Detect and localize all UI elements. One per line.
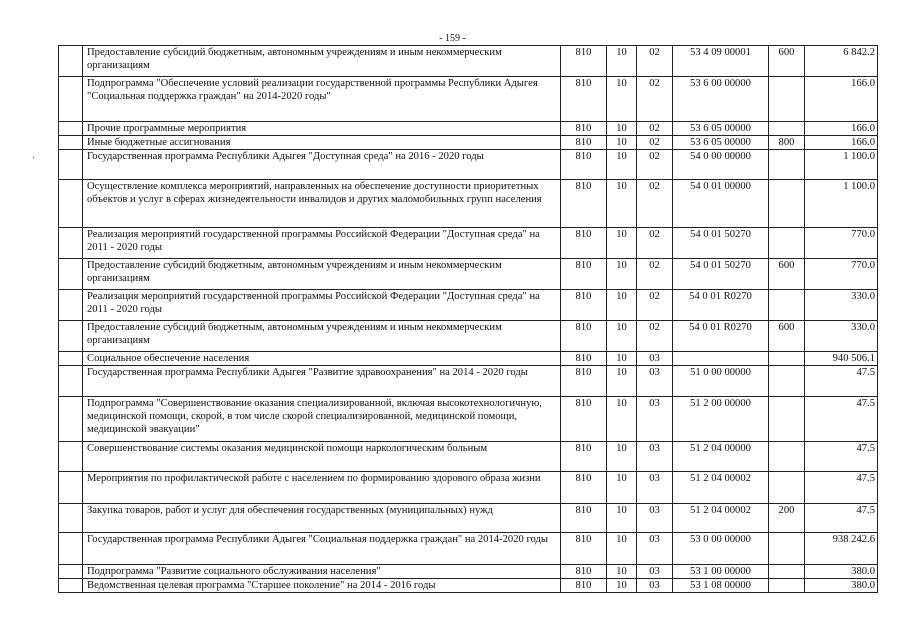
ministry-code-cell: 810 [561,180,607,228]
amount-cell: 770.0 [805,259,878,290]
target-item-cell: 53 0 00 00000 [673,533,769,565]
subsection-code-cell: 03 [637,397,673,442]
table-row [59,228,878,259]
target-item-cell: 53 1 08 00000 [673,579,769,593]
target-item-cell: 54 0 01 00000 [673,180,769,228]
ministry-code-cell: 810 [561,46,607,77]
section-code-cell: 10 [607,565,637,579]
section-code-cell: 10 [607,352,637,366]
amount-cell: 166.0 [805,136,878,150]
row-stub-cell [59,442,83,472]
subsection-code-cell: 02 [637,77,673,122]
section-code-cell: 10 [607,122,637,136]
row-name-cell: Подпрограмма "Обеспечение условий реализации государственной программы Республики Адыгея "Социальная поддержка граждан" на 2014-2020 годы" [83,77,561,122]
table-row [59,136,878,150]
row-stub-cell [59,290,83,321]
section-code-cell: 10 [607,150,637,180]
subsection-code-cell: 03 [637,366,673,397]
amount-cell: 47.5 [805,442,878,472]
section-code-cell: 10 [607,442,637,472]
table-row [59,180,878,228]
subsection-code-cell: 03 [637,352,673,366]
subsection-code-cell: 03 [637,504,673,533]
subsection-code-cell: 02 [637,46,673,77]
expense-type-cell: 600 [769,46,805,77]
section-code-cell: 10 [607,228,637,259]
ministry-code-cell: 810 [561,366,607,397]
section-code-cell: 10 [607,77,637,122]
expense-type-cell [769,290,805,321]
row-stub-cell [59,180,83,228]
amount-cell: 330.0 [805,321,878,352]
row-name-cell: Реализация мероприятий государственной программы Российской Федерации "Доступная среда" на 2011 - 2020 годы [83,228,561,259]
section-code-cell: 10 [607,533,637,565]
subsection-code-cell: 02 [637,290,673,321]
table-row [59,533,878,565]
subsection-code-cell: 02 [637,259,673,290]
subsection-code-cell: 03 [637,442,673,472]
target-item-cell: 53 4 09 00001 [673,46,769,77]
amount-cell: 1 100.0 [805,180,878,228]
row-name-cell: Предоставление субсидий бюджетным, автономным учреждениям и иным некоммерческим организациям [83,321,561,352]
row-stub-cell [59,259,83,290]
subsection-code-cell: 02 [637,180,673,228]
expense-type-cell: 600 [769,321,805,352]
row-name-cell: Прочие программные мероприятия [83,122,561,136]
target-item-cell: 53 6 05 00000 [673,122,769,136]
table-row [59,352,878,366]
row-stub-cell [59,366,83,397]
amount-cell: 47.5 [805,504,878,533]
target-item-cell [673,352,769,366]
subsection-code-cell: 02 [637,150,673,180]
row-name-cell: Мероприятия по профилактической работе с населением по формированию здорового образа жизни [83,472,561,504]
row-name-cell: Подпрограмма "Совершенствование оказания специализированной, включая высокотехнологичную, медицинской помощи, скорой, в том числе скорой специализированной, медицинской помощи, медицинской эвакуации" [83,397,561,442]
ministry-code-cell: 810 [561,122,607,136]
expense-type-cell: 200 [769,504,805,533]
table-row [59,366,878,397]
margin-mark: · [32,153,36,164]
target-item-cell: 54 0 01 50270 [673,259,769,290]
row-name-cell: Предоставление субсидий бюджетным, автономным учреждениям и иным некоммерческим организациям [83,259,561,290]
target-item-cell: 51 2 04 00002 [673,504,769,533]
row-stub-cell [59,472,83,504]
table-row [59,565,878,579]
table-row [59,259,878,290]
row-stub-cell [59,579,83,593]
expense-type-cell: 600 [769,259,805,290]
amount-cell: 166.0 [805,77,878,122]
row-name-cell: Государственная программа Республики Адыгея "Развитие здравоохранения" на 2014 - 2020 годы [83,366,561,397]
table-row [59,321,878,352]
amount-cell: 6 842.2 [805,46,878,77]
ministry-code-cell: 810 [561,77,607,122]
amount-cell: 938 242.6 [805,533,878,565]
ministry-code-cell: 810 [561,504,607,533]
subsection-code-cell: 02 [637,136,673,150]
row-name-cell: Ведомственная целевая программа "Старшее поколение" на 2014 - 2016 годы [83,579,561,593]
table-row [59,472,878,504]
subsection-code-cell: 03 [637,579,673,593]
row-stub-cell [59,504,83,533]
subsection-code-cell: 02 [637,321,673,352]
section-code-cell: 10 [607,504,637,533]
row-name-cell: Подпрограмма "Развитие социального обслуживания населения" [83,565,561,579]
ministry-code-cell: 810 [561,136,607,150]
ministry-code-cell: 810 [561,352,607,366]
expense-type-cell [769,122,805,136]
expense-type-cell [769,77,805,122]
amount-cell: 1 100.0 [805,150,878,180]
table-row [59,150,878,180]
target-item-cell: 51 2 00 00000 [673,397,769,442]
row-name-cell: Иные бюджетные ассигнования [83,136,561,150]
table-row [59,290,878,321]
target-item-cell: 51 2 04 00000 [673,442,769,472]
subsection-code-cell: 03 [637,472,673,504]
target-item-cell: 54 0 00 00000 [673,150,769,180]
expense-type-cell [769,150,805,180]
amount-cell: 770.0 [805,228,878,259]
target-item-cell: 53 6 05 00000 [673,136,769,150]
target-item-cell: 54 0 01 50270 [673,228,769,259]
row-name-cell: Государственная программа Республики Адыгея "Доступная среда" на 2016 - 2020 годы [83,150,561,180]
ministry-code-cell: 810 [561,290,607,321]
section-code-cell: 10 [607,259,637,290]
ministry-code-cell: 810 [561,579,607,593]
expense-type-cell [769,442,805,472]
row-stub-cell [59,136,83,150]
table-row [59,122,878,136]
amount-cell: 940 506.1 [805,352,878,366]
row-stub-cell [59,397,83,442]
ministry-code-cell: 810 [561,533,607,565]
section-code-cell: 10 [607,136,637,150]
row-stub-cell [59,533,83,565]
row-name-cell: Предоставление субсидий бюджетным, автономным учреждениям и иным некоммерческим организациям [83,46,561,77]
section-code-cell: 10 [607,397,637,442]
row-stub-cell [59,46,83,77]
row-stub-cell [59,77,83,122]
row-name-cell: Государственная программа Республики Адыгея "Социальная поддержка граждан" на 2014-2020 годы [83,533,561,565]
table-row [59,77,878,122]
section-code-cell: 10 [607,321,637,352]
table-row [59,442,878,472]
row-name-cell: Совершенствование системы оказания медицинской помощи наркологическим больным [83,442,561,472]
amount-cell: 166.0 [805,122,878,136]
amount-cell: 47.5 [805,397,878,442]
section-code-cell: 10 [607,366,637,397]
section-code-cell: 10 [607,180,637,228]
section-code-cell: 10 [607,579,637,593]
amount-cell: 47.5 [805,366,878,397]
target-item-cell: 51 0 00 00000 [673,366,769,397]
row-name-cell: Осуществление комплекса мероприятий, направленных на обеспечение доступности приоритетных объектов и услуг в сферах жизнедеятельности инвалидов и других маломобильных групп населения [83,180,561,228]
ministry-code-cell: 810 [561,565,607,579]
subsection-code-cell: 02 [637,228,673,259]
amount-cell: 330.0 [805,290,878,321]
ministry-code-cell: 810 [561,228,607,259]
subsection-code-cell: 02 [637,122,673,136]
target-item-cell: 53 6 00 00000 [673,77,769,122]
target-item-cell: 51 2 04 00002 [673,472,769,504]
section-code-cell: 10 [607,290,637,321]
table-row [59,504,878,533]
target-item-cell: 54 0 01 R0270 [673,321,769,352]
row-stub-cell [59,321,83,352]
expense-type-cell [769,366,805,397]
row-name-cell: Закупка товаров, работ и услуг для обеспечения государственных (муниципальных) нужд [83,504,561,533]
page-number: - 159 - [439,33,466,44]
target-item-cell: 53 1 00 00000 [673,565,769,579]
expense-type-cell [769,180,805,228]
expense-type-cell [769,228,805,259]
amount-cell: 380.0 [805,565,878,579]
expense-type-cell [769,579,805,593]
table-row [59,46,878,77]
ministry-code-cell: 810 [561,321,607,352]
section-code-cell: 10 [607,46,637,77]
expense-type-cell: 800 [769,136,805,150]
ministry-code-cell: 810 [561,150,607,180]
row-stub-cell [59,352,83,366]
expense-type-cell [769,352,805,366]
ministry-code-cell: 810 [561,472,607,504]
table-row [59,579,878,593]
budget-table [58,45,878,593]
ministry-code-cell: 810 [561,259,607,290]
row-name-cell: Реализация мероприятий государственной программы Российской Федерации "Доступная среда" на 2011 - 2020 годы [83,290,561,321]
subsection-code-cell: 03 [637,565,673,579]
expense-type-cell [769,472,805,504]
expense-type-cell [769,533,805,565]
row-stub-cell [59,122,83,136]
target-item-cell: 54 0 01 R0270 [673,290,769,321]
expense-type-cell [769,565,805,579]
ministry-code-cell: 810 [561,442,607,472]
table-row [59,397,878,442]
amount-cell: 380.0 [805,579,878,593]
subsection-code-cell: 03 [637,533,673,565]
section-code-cell: 10 [607,472,637,504]
ministry-code-cell: 810 [561,397,607,442]
row-stub-cell [59,228,83,259]
row-name-cell: Социальное обеспечение населения [83,352,561,366]
row-stub-cell [59,150,83,180]
row-stub-cell [59,565,83,579]
expense-type-cell [769,397,805,442]
amount-cell: 47.5 [805,472,878,504]
